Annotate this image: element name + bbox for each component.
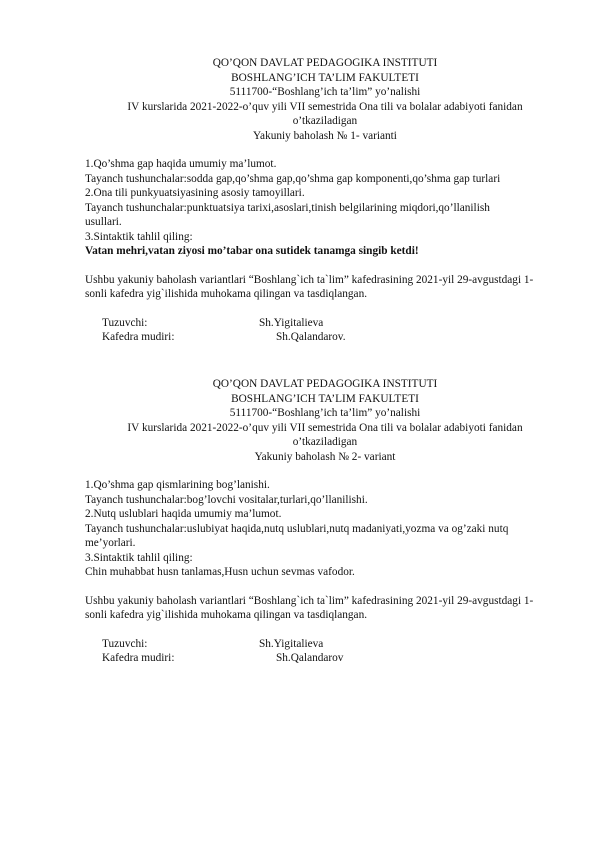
variant-1-header	[85, 56, 565, 143]
compiler-label: Tuzuvchi:	[102, 637, 148, 650]
question-3: 3.Sintaktik tahlil qiling:	[85, 551, 193, 564]
course-line-2: o’tkaziladigan	[292, 115, 358, 127]
faculty-name: BOSHLANG’ICH TA’LIM FAKULTETI	[231, 392, 419, 405]
question-1: 1.Qo’shma gap haqida umumiy ma’lumot.	[85, 158, 277, 170]
department-head-name: Sh.Qalandarov.	[276, 331, 346, 343]
compiler-name: Sh.Yigitalieva	[259, 316, 324, 329]
compiler-label: Tuzuvchi:	[102, 316, 148, 329]
approval-line-1: Ushbu yakuniy baholash variantlari “Boshlang`ich ta`lim” kafedrasining 2021-yil 29-avgustdagi 1-	[85, 273, 534, 286]
question-1: 1.Qo’shma gap qismlarining bog’lanishi.	[85, 479, 270, 491]
analysis-sentence: Vatan mehri,vatan ziyosi mo’tabar ona sutidek tanamga singib ketdi!	[85, 245, 419, 257]
approval-line-2: sonli kafedra yig`ilishida muhokama qilingan va tasdiqlangan.	[85, 609, 368, 621]
institute-name: QO’QON DAVLAT PEDAGOGIKA INSTITUTI	[212, 57, 438, 69]
course-line-2: o’tkaziladigan	[292, 436, 358, 448]
approval-line-2: sonli kafedra yig`ilishida muhokama qilingan va tasdiqlangan.	[85, 288, 368, 300]
compiler-row	[85, 637, 565, 652]
question-1-keywords: Tayanch tushunchalar:sodda gap,qo’shma gap,qo’shma gap komponenti,qo’shma gap turlari	[85, 172, 501, 185]
compiler-name: Sh.Yigitalieva	[259, 637, 324, 650]
course-line-1: IV kurslarida 2021-2022-o’quv yili VII semestrida Ona tili va bolalar adabiyoti fanidan	[127, 421, 523, 434]
question-1-keywords: Tayanch tushunchalar:bog’lovchi vositalar,turlari,qo’llanilishi.	[85, 493, 368, 506]
variant-title: Yakuniy baholash № 2- variant	[254, 450, 396, 463]
approval-line-1: Ushbu yakuniy baholash variantlari “Boshlang`ich ta`lim” kafedrasining 2021-yil 29-avgustdagi 1-	[85, 594, 534, 607]
program-name: 5111700-“Boshlang’ich ta’lim” yo’nalishi	[229, 86, 421, 98]
compiler-row	[85, 316, 565, 331]
institute-name: QO’QON DAVLAT PEDAGOGIKA INSTITUTI	[212, 378, 438, 390]
analysis-sentence: Chin muhabbat husn tanlamas,Husn uchun sevmas vafodor.	[85, 566, 355, 578]
question-2-keywords-line-1: Tayanch tushunchalar:uslubiyat haqida,nutq uslublari,nutq madaniyati,yozma va og’zaki nutq	[85, 522, 509, 535]
variant-2-header	[85, 377, 565, 464]
question-2: 2.Ona tili punkyuatsiyasining asosiy tamoyillari.	[85, 187, 305, 199]
faculty-name: BOSHLANG’ICH TA’LIM FAKULTETI	[231, 71, 419, 84]
department-head-row	[85, 651, 565, 666]
question-2-keywords-line-2: me’yorlari.	[85, 537, 136, 549]
course-line-1: IV kurslarida 2021-2022-o’quv yili VII semestrida Ona tili va bolalar adabiyoti fanidan	[127, 100, 523, 113]
question-2-keywords-line-1: Tayanch tushunchalar:punktuatsiya tarixi,asoslari,tinish belgilarining miqdori,qo’llanilish	[85, 201, 490, 214]
department-head-name: Sh.Qalandarov	[276, 652, 344, 664]
variant-1-section	[85, 56, 565, 345]
program-name: 5111700-“Boshlang’ich ta’lim” yo’nalishi	[229, 407, 421, 419]
department-head-row	[85, 330, 565, 345]
variant-2-section	[85, 377, 565, 666]
question-3: 3.Sintaktik tahlil qiling:	[85, 230, 193, 243]
question-2: 2.Nutq uslublari haqida umumiy ma’lumot.	[85, 508, 282, 520]
variant-title: Yakuniy baholash № 1- varianti	[253, 129, 397, 142]
question-2-keywords-line-2: usullari.	[85, 216, 122, 228]
department-head-label: Kafedra mudiri:	[102, 331, 175, 343]
department-head-label: Kafedra mudiri:	[102, 652, 175, 664]
